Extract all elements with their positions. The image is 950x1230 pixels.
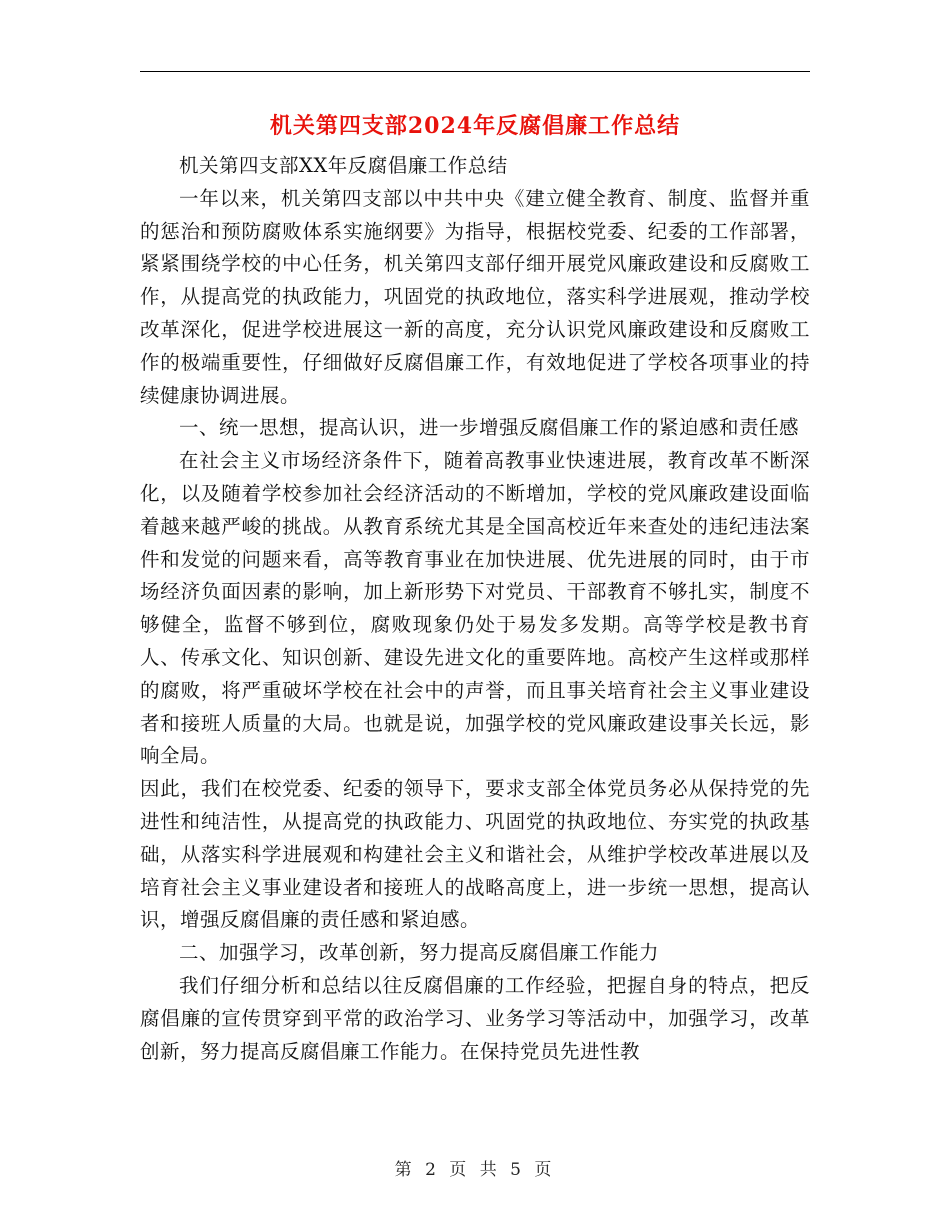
- paragraph-subtitle: 机关第四支部XX年反腐倡廉工作总结: [179, 154, 508, 177]
- header-rule: [140, 71, 810, 72]
- document-body: [140, 150, 810, 1068]
- paragraph-section-2: 我们仔细分析和总结以往反腐倡廉的工作经验，把握自身的特点，把反腐倡廉的宣传贯穿到平常的政治学习、业务学习等活动中，加强学习，改革创新，努力提高反腐倡廉工作能力。在保持党员先进性教: [140, 973, 810, 1063]
- section-heading-2: 二、加强学习，改革创新，努力提高反腐倡廉工作能力: [179, 941, 660, 965]
- paragraph-intro: 一年以来，机关第四支部以中共中央《建立健全教育、制度、监督并重的惩治和预防腐败体系实施纲要》为指导，根据校党委、纪委的工作部署，紧紧围绕学校的中心任务，机关第四支部仔细开展党风廉政建设和反腐败工作，从提高党的执政能力，巩固党的执政地位，落实科学进展观，推动学校改革深化，促进学校进展这一新的高度，充分认识党风廉政建设和反腐败工作的极端重要性，仔细做好反腐倡廉工作，有效地促进了学校各项事业的持续健康协调进展。: [140, 186, 810, 407]
- page-number-footer: 第 2 页 共 5 页: [394, 1160, 556, 1180]
- paragraph-section-1-cont: 因此，我们在校党委、纪委的领导下，要求支部全体党员务必从保持党的先进性和纯洁性，从提高党的执政能力、巩固党的执政地位、夯实党的执政基础，从落实科学进展观和构建社会主义和谐社会，从维护学校改革进展以及培育社会主义事业建设者和接班人的战略高度上，进一步统一思想，提高认识，增强反腐倡廉的责任感和紧迫感。: [140, 777, 810, 932]
- section-heading-1: 一、统一思想，提高认识，进一步增强反腐倡廉工作的紧迫感和责任感: [179, 416, 800, 440]
- paragraph-section-1: 在社会主义市场经济条件下，随着高教事业快速进展，教育改革不断深化，以及随着学校参加社会经济活动的不断增加，学校的党风廉政建设面临着越来越严峻的挑战。从教育系统尤其是全国高校近年来查处的违纪违法案件和发觉的问题来看，高等教育事业在加快进展、优先进展的同时，由于市场经济负面因素的影响，加上新形势下对党员、干部教育不够扎实，制度不够健全，监督不够到位，腐败现象仍处于易发多发期。高等学校是教书育人、传承文化、知识创新、建设先进文化的重要阵地。高校产生这样或那样的腐败，将严重破坏学校在社会中的声誉，而且事关培育社会主义事业建设者和接班人质量的大局。也就是说，加强学校的党风廉政建设事关长远，影响全局。: [140, 449, 810, 768]
- document-title: 机关第四支部2024年反腐倡廉工作总结: [269, 113, 681, 139]
